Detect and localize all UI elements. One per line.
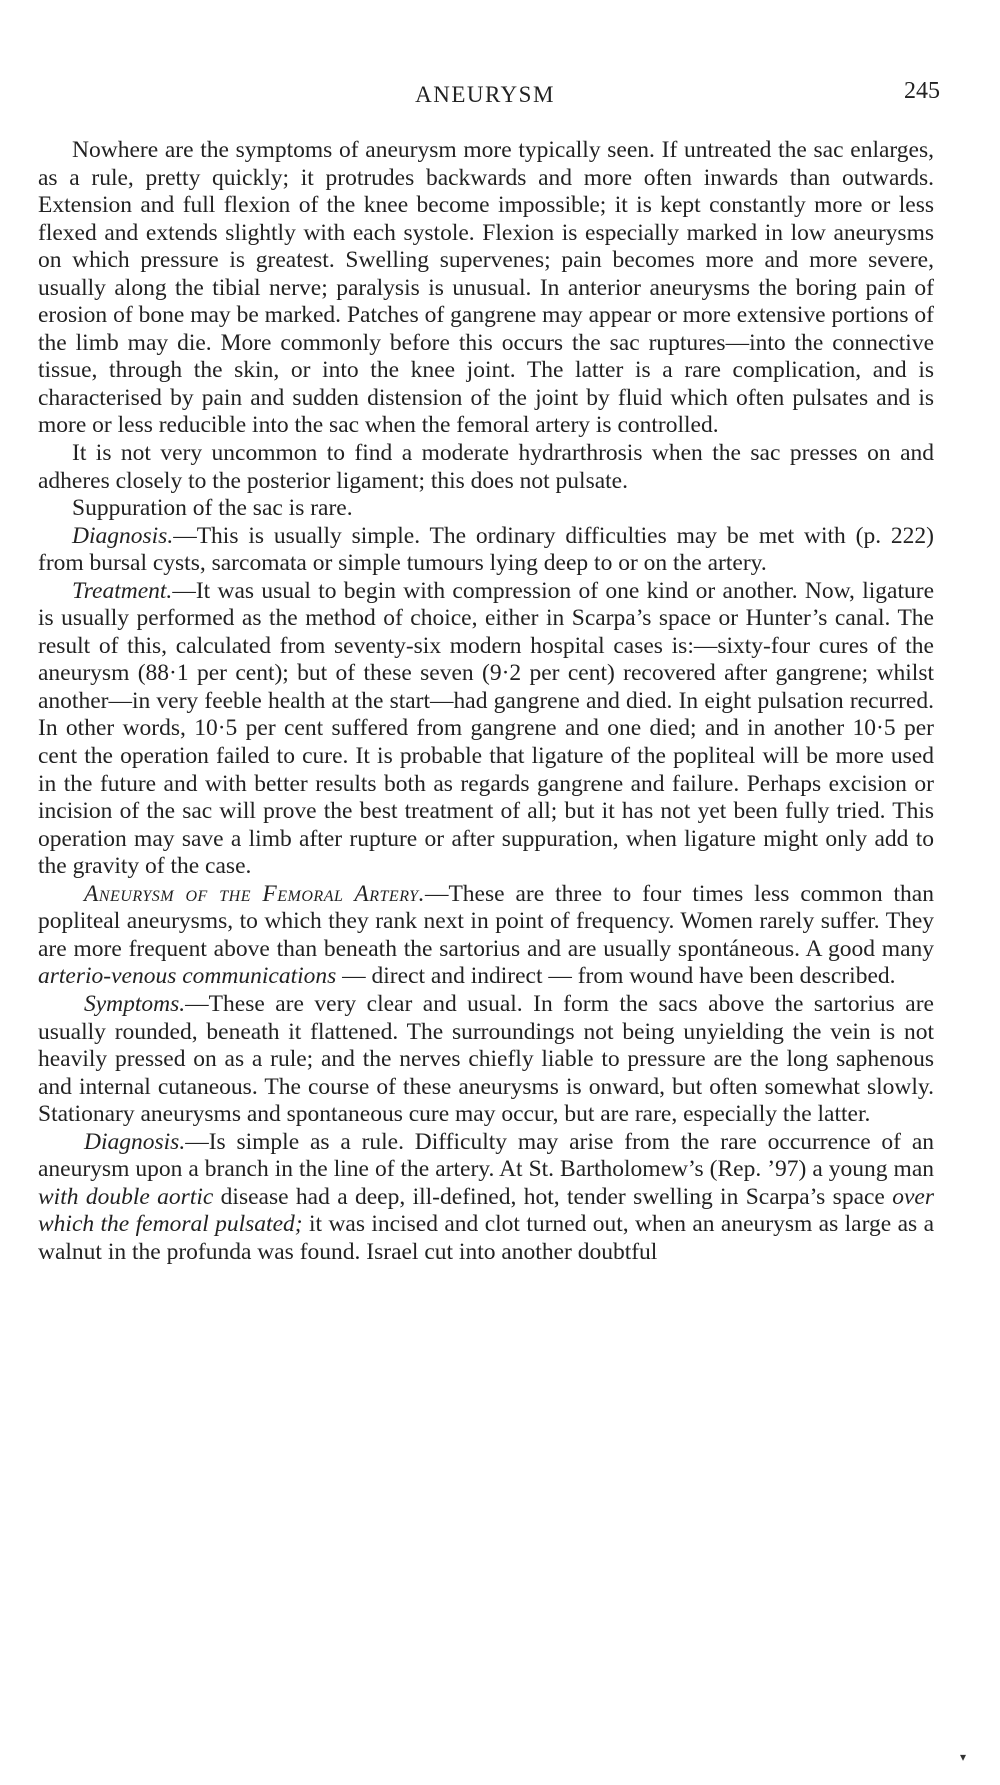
italic-phrase: with double aortic [38, 1183, 214, 1210]
paragraph-text: —It was usual to begin with compression of one kind or another. Now, ligature is usually performed as the method of choice, either in Scarpa’s space or Hunter’s canal. The result of this, calculated from seventy-six modern hospital cases is:—sixty-four cures of the aneurysm (88·1 per cent); but of these seven (9·2 per cent) recovered after gangrene; whilst another—in very feeble health at the start—had gangrene and died. In eight pulsation recurred. In other words, 10·5 per cent suffered from gangrene and one died; and in another 10·5 per cent the operation failed to cure. It is probable that ligature of the popliteal will be more used in the future and with better results both as regards gangrene and failure. Perhaps excision or incision of the sac will prove the best treatment of all; but it has not yet been fully tried. This operation may save a limb after rupture or after suppuration, when ligature might only add to the gravity of the case. [38, 577, 934, 880]
paragraph-text: it was incised and clot turned out, when an aneurysm as large as a walnut in the profunda was found. Israel cut into another doubtful [38, 1211, 934, 1265]
paragraph-text: disease had a deep, ill-defined, hot, tender swelling in Scarpa’s space [213, 1183, 893, 1210]
paragraph-text: Suppuration of the sac is rare. [72, 495, 353, 522]
paragraph-diagnosis-femoral [38, 1129, 934, 1267]
paragraph-suppuration [38, 495, 934, 523]
paragraph-text: — direct and indirect — from wound have been described. [336, 963, 896, 990]
corner-mark: ▾ [959, 1750, 966, 1764]
paragraph-hydrarthrosis [38, 440, 934, 495]
section-heading-symptoms: Symptoms. [84, 990, 186, 1017]
italic-term: arterio-venous communications [38, 963, 337, 990]
paragraph-symptoms-popliteal [38, 137, 934, 440]
section-heading-treatment: Treatment. [72, 577, 173, 604]
paragraph-text: Nowhere are the symptoms of aneurysm more typically seen. If untreated the sac enlarges, as a rule, pretty quickly; it protrudes backwards and more often inwards than outwards. Extension and full flexion of the knee become impossible; it is kept constantly more or less flexed and extends slightly with each systole. Flexion is especially marked in low aneurysms on which pressure is greatest. Swelling supervenes; pain becomes more and more severe, usually along the tibial nerve; paralysis is unusual. In anterior aneurysms the boring pain of erosion of bone may be marked. Patches of gangrene may appear or more extensive portions of the limb may die. More commonly before this occurs the sac ruptures—into the connective tissue, through the skin, or into the knee joint. The latter is a rare complication, and is characterised by pain and sudden distension of the joint by fluid which often pulsates and is more or less reducible into the sac when the femoral artery is controlled. [38, 137, 934, 439]
paragraph-diagnosis-popliteal [38, 523, 934, 578]
paragraph-text: —These are three to four times less common than popliteal aneurysms, to which they rank next in point of frequency. Women rarely suffer. They are more frequent above than beneath the sartorius and are usually spontáneous. A good many [38, 880, 934, 962]
running-title: ANEURYSM [415, 82, 555, 107]
running-head [30, 78, 940, 118]
section-heading-diagnosis: Diagnosis. [72, 522, 174, 549]
paragraph-text: —These are very clear and usual. In form the sacs above the sartorius are usually rounded, beneath it flattened. The surroundings not being unyielding the vein is not heavily pressed on as a rule; and the nerves chiefly liable to pressure are the long saphenous and internal cutaneous. The course of these aneurysms is onward, but often somewhat slowly. Stationary aneurysms and spontaneous cure may occur, but are rare, especially the latter. [38, 990, 934, 1128]
italic-phrase: over which the femoral pulsated; [38, 1183, 934, 1238]
section-heading-diagnosis: Diagnosis. [84, 1128, 186, 1155]
paragraph-femoral-aneurysm [38, 881, 934, 991]
paragraph-symptoms-femoral [38, 991, 934, 1129]
paragraph-treatment [38, 578, 934, 881]
section-heading-femoral-aneurysm: Aneurysm of the Femoral Artery. [84, 880, 425, 907]
page-number: 245 [904, 78, 940, 104]
paragraph-text: —Is simple as a rule. Difficulty may arise from the rare occurrence of an aneurysm upon a branch in the line of the artery. At St. Bartholomew’s (Rep. ’97) a young man [38, 1128, 934, 1183]
paragraph-text: It is not very uncommon to find a moderate hydrarthrosis when the sac presses on and adheres closely to the posterior ligament; this does not pulsate. [38, 440, 934, 494]
body-text [38, 137, 934, 1266]
paragraph-text: —This is usually simple. The ordinary difficulties may be met with (p. 222) from bursal cysts, sarcomata or simple tumours lying deep to or on the artery. [38, 522, 934, 577]
